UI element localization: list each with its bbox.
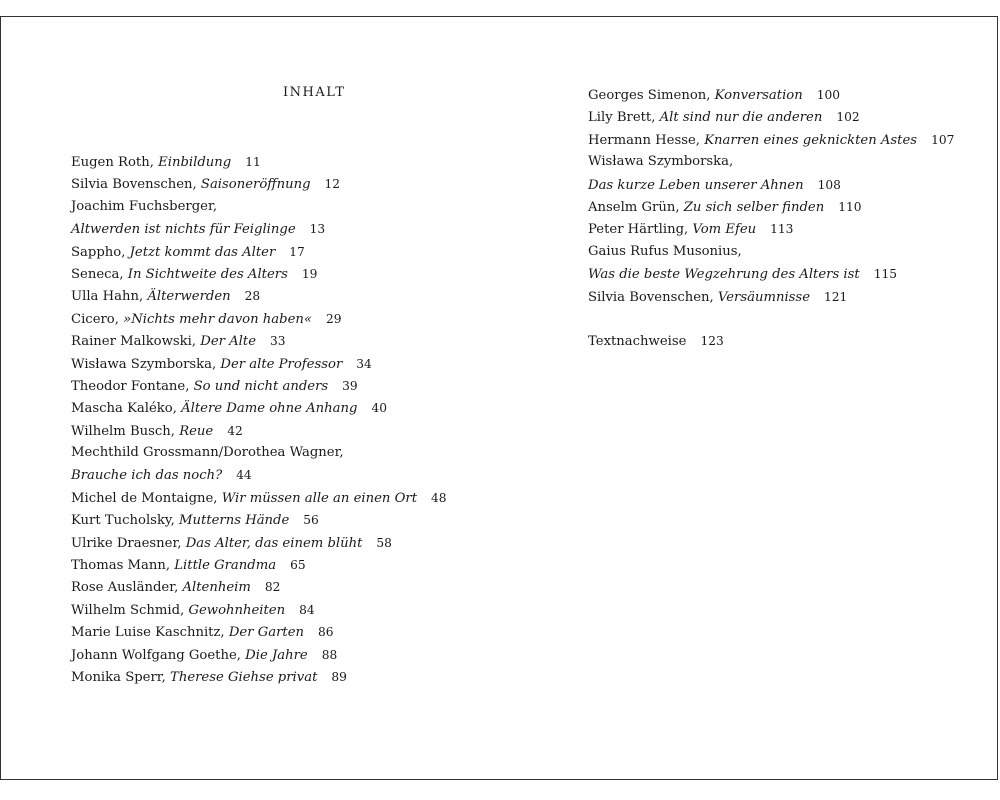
entry-page-number: 123	[700, 334, 724, 349]
entry-page-number: 28	[244, 289, 261, 304]
toc-entry	[71, 330, 447, 352]
entry-author: Monika Sperr,	[71, 669, 171, 685]
entry-page-number: 19	[301, 266, 318, 281]
entry-author: Sappho,	[71, 244, 130, 260]
entry-title: In Sichtweite des Alters	[127, 266, 288, 282]
toc-entry	[588, 330, 954, 352]
toc-entry	[588, 174, 954, 196]
toc-list-left	[71, 151, 447, 688]
entry-title: Jetzt kommt das Alter	[129, 244, 276, 260]
entry-page-number: 48	[431, 490, 447, 505]
entry-author: Eugen Roth,	[71, 155, 159, 170]
entry-page-number: 29	[325, 311, 342, 326]
entry-page-number: 121	[824, 289, 848, 304]
entry-title: Vom Efeu	[692, 222, 757, 238]
toc-entry	[588, 263, 954, 285]
toc-entry	[588, 106, 954, 128]
entry-page-number: 40	[371, 401, 387, 416]
entry-page-number: 89	[331, 669, 347, 684]
book-spread	[0, 16, 998, 780]
entry-page-number: 110	[838, 199, 862, 214]
entry-title: Der Garten	[228, 625, 304, 641]
toc-list-right	[588, 84, 954, 353]
entry-author: Rose Ausländer,	[71, 580, 183, 596]
toc-entry	[71, 532, 447, 554]
entry-title: Das kurze Leben unserer Ahnen	[588, 177, 804, 193]
entry-title: Therese Giehse privat	[170, 669, 318, 685]
entry-page-number: 113	[770, 222, 794, 237]
entry-title: Die Jahre	[245, 647, 308, 663]
entry-author: Mascha Kaléko,	[71, 401, 182, 417]
entry-page-number: 102	[836, 110, 860, 125]
entry-page-number: 82	[264, 580, 281, 595]
entry-title: Was die beste Wegzehrung des Alters ist	[588, 267, 860, 283]
toc-entry	[71, 375, 447, 397]
entry-author: Wisława Szymborska,	[588, 154, 734, 170]
toc-entry	[71, 308, 447, 330]
entry-page-number: 39	[342, 378, 358, 393]
entry-author: Cicero,	[71, 311, 124, 327]
entry-page-number: 100	[816, 88, 841, 102]
entry-page-number: 17	[289, 244, 305, 259]
entry-title: Altenheim	[182, 580, 251, 596]
entry-author: Michel de Montaigne,	[71, 490, 222, 506]
entry-title: Altwerden ist nichts für Feiglinge	[71, 222, 296, 238]
entry-page-number: 84	[299, 602, 315, 617]
toc-spacer	[588, 308, 954, 330]
toc-entry	[71, 353, 447, 375]
entry-author: Wilhelm Schmid,	[71, 602, 189, 618]
entry-page-number: 86	[318, 625, 334, 640]
entry-author: Georges Simenon,	[588, 88, 715, 103]
entry-page-number: 56	[303, 513, 319, 528]
entry-page-number: 34	[356, 356, 372, 371]
entry-title: So und nicht anders	[193, 378, 329, 394]
entry-author: Peter Härtling,	[588, 222, 693, 238]
entry-author: Mechthild Grossmann/Dorothea Wagner,	[71, 445, 344, 461]
entry-page-number: 42	[227, 423, 243, 438]
toc-entry	[71, 173, 447, 195]
toc-entry	[71, 285, 447, 307]
entry-author: Hermann Hesse,	[588, 132, 705, 148]
entry-page-number: 44	[236, 468, 252, 483]
entry-title: Reue	[179, 423, 214, 439]
toc-entry	[71, 241, 447, 263]
entry-author: Lily Brett,	[588, 110, 660, 126]
entry-author: Textnachweise	[588, 334, 687, 350]
entry-title: Der Alte	[200, 334, 256, 350]
entry-author: Johann Wolfgang Goethe,	[71, 647, 246, 663]
entry-author: Silvia Bovenschen,	[71, 177, 201, 193]
toc-entry	[71, 420, 447, 442]
toc-entry	[588, 196, 954, 218]
toc-entry	[71, 576, 447, 598]
toc-entry	[71, 621, 447, 643]
entry-author: Joachim Fuchsberger,	[71, 198, 218, 214]
entry-title: Ältere Dame ohne Anhang	[181, 401, 358, 417]
toc-entry	[71, 554, 447, 576]
entry-author: Wilhelm Busch,	[71, 423, 180, 439]
entry-title: Versäumnisse	[717, 289, 811, 305]
toc-entry	[71, 151, 447, 173]
entry-author: Silvia Bovenschen,	[588, 289, 718, 305]
toc-entry	[71, 442, 447, 464]
entry-author: Anselm Grün,	[588, 199, 684, 215]
entry-author: Wisława Szymborska,	[71, 356, 221, 372]
entry-author: Rainer Malkowski,	[71, 334, 201, 350]
toc-entry	[71, 218, 447, 240]
toc-entry	[588, 286, 954, 308]
toc-heading: INHALT	[283, 85, 346, 100]
toc-entry	[588, 129, 954, 151]
entry-page-number: 108	[817, 177, 841, 192]
toc-entry	[71, 464, 447, 486]
entry-title: Brauche ich das noch?	[71, 468, 223, 484]
entry-title: Zu sich selber finden	[683, 199, 825, 215]
entry-title: Saisoneröffnung	[200, 177, 311, 193]
entry-author: Theodor Fontane,	[71, 378, 194, 394]
toc-entry	[71, 666, 447, 688]
entry-author: Seneca,	[71, 266, 128, 282]
toc-entry	[71, 196, 447, 218]
entry-author: Ulla Hahn,	[71, 289, 148, 305]
entry-page-number: 65	[290, 558, 306, 573]
entry-title: Alt sind nur die anderen	[659, 110, 823, 126]
entry-title: Mutterns Hände	[179, 513, 290, 529]
entry-page-number: 13	[309, 222, 326, 237]
entry-title: »Nichts mehr davon haben«	[123, 311, 312, 327]
entry-title: Älterwerden	[147, 289, 231, 305]
toc-entry	[71, 397, 447, 419]
entry-page-number: 58	[376, 535, 392, 550]
entry-author: Ulrike Draesner,	[71, 535, 186, 551]
entry-page-number: 88	[321, 647, 338, 662]
entry-author: Kurt Tucholsky,	[71, 513, 180, 529]
entry-page-number: 12	[324, 177, 341, 192]
toc-entry	[588, 218, 954, 240]
entry-page-number: 115	[873, 267, 897, 282]
entry-author: Marie Luise Kaschnitz,	[71, 625, 229, 641]
toc-entry	[71, 487, 447, 509]
entry-title: Little Grandma	[174, 558, 277, 574]
entry-title: Konversation	[714, 88, 803, 103]
toc-entry	[71, 644, 447, 666]
entry-author: Gaius Rufus Musonius,	[588, 243, 742, 259]
entry-title: Einbildung	[158, 155, 232, 170]
toc-entry	[71, 599, 447, 621]
entry-title: Knarren eines geknickten Astes	[704, 132, 918, 148]
entry-title: Gewohnheiten	[188, 602, 286, 618]
toc-entry	[588, 241, 954, 263]
entry-page-number: 33	[270, 334, 286, 349]
entry-page-number: 11	[245, 155, 261, 169]
entry-author: Thomas Mann,	[71, 558, 175, 574]
entry-page-number: 107	[931, 132, 955, 147]
toc-entry	[588, 84, 954, 106]
toc-entry	[71, 263, 447, 285]
entry-title: Das Alter, das einem blüht	[185, 535, 363, 551]
toc-entry	[588, 151, 954, 173]
entry-title: Der alte Professor	[220, 356, 343, 372]
toc-entry	[71, 509, 447, 531]
entry-title: Wir müssen alle an einen Ort	[221, 490, 418, 506]
